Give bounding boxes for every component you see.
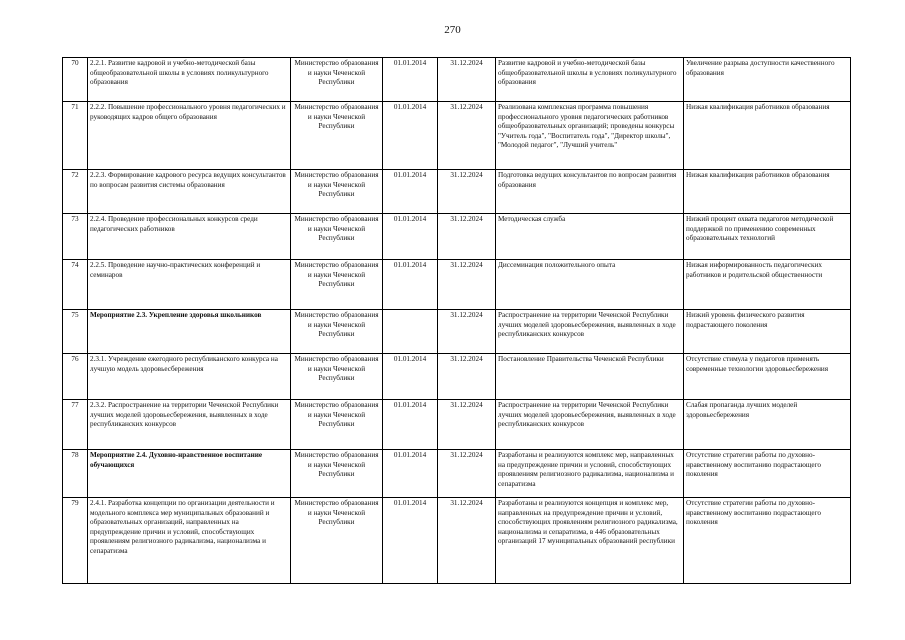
table-row [63, 102, 851, 170]
start-date-cell: 01.01.2014 [383, 102, 438, 170]
row-number-cell: 72 [63, 170, 88, 214]
activity-name-cell: Мероприятие 2.4. Духовно-нравственное воспитание обучающихся [88, 450, 291, 498]
expected-result-cell: Постановление Правительства Чеченской Республики [496, 354, 684, 400]
executor-cell: Министерство образования и науки Чеченской Республики [291, 354, 383, 400]
executor-cell: Министерство образования и науки Чеченской Республики [291, 498, 383, 584]
executor-cell: Министерство образования и науки Чеченской Республики [291, 170, 383, 214]
activity-name-cell: 2.2.3. Формирование кадрового ресурса ведущих консультантов по вопросам развития системы образования [88, 170, 291, 214]
table-row [63, 498, 851, 584]
risk-cell: Низкая квалификация работников образования [684, 102, 851, 170]
row-number-cell: 77 [63, 400, 88, 450]
expected-result-cell: Диссеминация положительного опыта [496, 260, 684, 310]
row-number-cell: 74 [63, 260, 88, 310]
activity-name-cell: 2.3.1. Учреждение ежегодного республиканского конкурса на лучшую модель здоровьесбережения [88, 354, 291, 400]
start-date-cell: 01.01.2014 [383, 400, 438, 450]
expected-result-cell: Распространение на территории Чеченской Республики лучших моделей здоровьесбережения, выявленных в ходе республиканских конкурсов [496, 310, 684, 354]
end-date-cell: 31.12.2024 [438, 354, 496, 400]
risk-cell: Низкий уровень физического развития подрастающего поколения [684, 310, 851, 354]
end-date-cell: 31.12.2024 [438, 260, 496, 310]
table-row [63, 260, 851, 310]
executor-cell: Министерство образования и науки Чеченской Республики [291, 450, 383, 498]
expected-result-cell: Разработаны и реализуются концепция и комплекс мер, направленных на предупреждение причин и условий, способствующих проявлениям религиозного радикализма, национализма и сепаратизма, в 446 образовательных организаций 17 муниципальных образований республики [496, 498, 684, 584]
start-date-cell: 01.01.2014 [383, 58, 438, 102]
executor-cell: Министерство образования и науки Чеченской Республики [291, 310, 383, 354]
risk-cell: Низкий процент охвата педагогов методической поддержкой по применению современных образовательных технологий [684, 214, 851, 260]
start-date-cell: 01.01.2014 [383, 170, 438, 214]
table-row [63, 400, 851, 450]
row-number-cell: 73 [63, 214, 88, 260]
activity-name-cell: Мероприятие 2.3. Укрепление здоровья школьников [88, 310, 291, 354]
end-date-cell: 31.12.2024 [438, 58, 496, 102]
activity-name-cell: 2.3.2. Распространение на территории Чеченской Республики лучших моделей здоровьесбережения, выявленных в ходе республиканских конкурсов [88, 400, 291, 450]
executor-cell: Министерство образования и науки Чеченской Республики [291, 400, 383, 450]
page-number: 270 [444, 24, 461, 36]
end-date-cell: 31.12.2024 [438, 498, 496, 584]
start-date-cell: 01.01.2014 [383, 450, 438, 498]
start-date-cell [383, 310, 438, 354]
end-date-cell: 31.12.2024 [438, 310, 496, 354]
expected-result-cell: Реализована комплексная программа повышения профессионального уровня педагогических работников общеобразовательных организаций; проведены конкурсы "Учитель года", "Воспитатель года", "Директор школы", "Молодой педагог", "Лучший учитель" [496, 102, 684, 170]
activity-name-cell: 2.2.4. Проведение профессиональных конкурсов среди педагогических работников [88, 214, 291, 260]
table-row [63, 170, 851, 214]
row-number-cell: 78 [63, 450, 88, 498]
expected-result-cell: Подготовка ведущих консультантов по вопросам развития образования [496, 170, 684, 214]
executor-cell: Министерство образования и науки Чеченской Республики [291, 58, 383, 102]
risk-cell: Отсутствие стратегии работы по духовно-нравственному воспитанию подрастающего поколения [684, 498, 851, 584]
row-number-cell: 79 [63, 498, 88, 584]
start-date-cell: 01.01.2014 [383, 354, 438, 400]
activity-name-cell: 2.2.5. Проведение научно-практических конференций и семинаров [88, 260, 291, 310]
risk-cell: Низкая квалификация работников образования [684, 170, 851, 214]
start-date-cell: 01.01.2014 [383, 260, 438, 310]
table-row [63, 354, 851, 400]
end-date-cell: 31.12.2024 [438, 214, 496, 260]
risk-cell: Низкая информированность педагогических работников и родительской общественности [684, 260, 851, 310]
table-row [63, 214, 851, 260]
table-body [63, 58, 851, 584]
activity-name-cell: 2.2.2. Повышение профессионального уровня педагогических и руководящих кадров общего образования [88, 102, 291, 170]
row-number-cell: 70 [63, 58, 88, 102]
activity-name-cell: 2.2.1. Развитие кадровой и учебно-методической базы общеобразовательной школы в условиях поликультурного образования [88, 58, 291, 102]
activity-name-cell: 2.4.1. Разработка концепции по организации деятельности и модельного комплекса мер муниципальных образований и образовательных организаций, направленных на предупреждение причин и условий, способствующих проявлениям религиозного радикализма, национализма и сепаратизма [88, 498, 291, 584]
end-date-cell: 31.12.2024 [438, 400, 496, 450]
activities-table [62, 57, 851, 584]
risk-cell: Слабая пропаганда лучших моделей здоровьесбережения [684, 400, 851, 450]
table-row [63, 58, 851, 102]
risk-cell: Увеличение разрыва доступности качественного образования [684, 58, 851, 102]
expected-result-cell: Развитие кадровой и учебно-методической базы общеобразовательной школы в условиях поликультурного образования [496, 58, 684, 102]
expected-result-cell: Методическая служба [496, 214, 684, 260]
risk-cell: Отсутствие стратегии работы по духовно-нравственному воспитанию подрастающего поколения [684, 450, 851, 498]
end-date-cell: 31.12.2024 [438, 102, 496, 170]
end-date-cell: 31.12.2024 [438, 170, 496, 214]
risk-cell: Отсутствие стимула у педагогов применять современные технологии здоровьесбережения [684, 354, 851, 400]
expected-result-cell: Распространение на территории Чеченской Республики лучших моделей здоровьесбережения, выявленных в ходе республиканских конкурсов [496, 400, 684, 450]
row-number-cell: 71 [63, 102, 88, 170]
start-date-cell: 01.01.2014 [383, 214, 438, 260]
executor-cell: Министерство образования и науки Чеченской Республики [291, 102, 383, 170]
table-row [63, 450, 851, 498]
start-date-cell: 01.01.2014 [383, 498, 438, 584]
executor-cell: Министерство образования и науки Чеченской Республики [291, 260, 383, 310]
expected-result-cell: Разработаны и реализуются комплекс мер, направленных на предупреждение причин и условий, способствующих проявлениям религиозного радикализма, национализма и сепаратизма [496, 450, 684, 498]
executor-cell: Министерство образования и науки Чеченской Республики [291, 214, 383, 260]
table-row [63, 310, 851, 354]
row-number-cell: 76 [63, 354, 88, 400]
end-date-cell: 31.12.2024 [438, 450, 496, 498]
row-number-cell: 75 [63, 310, 88, 354]
